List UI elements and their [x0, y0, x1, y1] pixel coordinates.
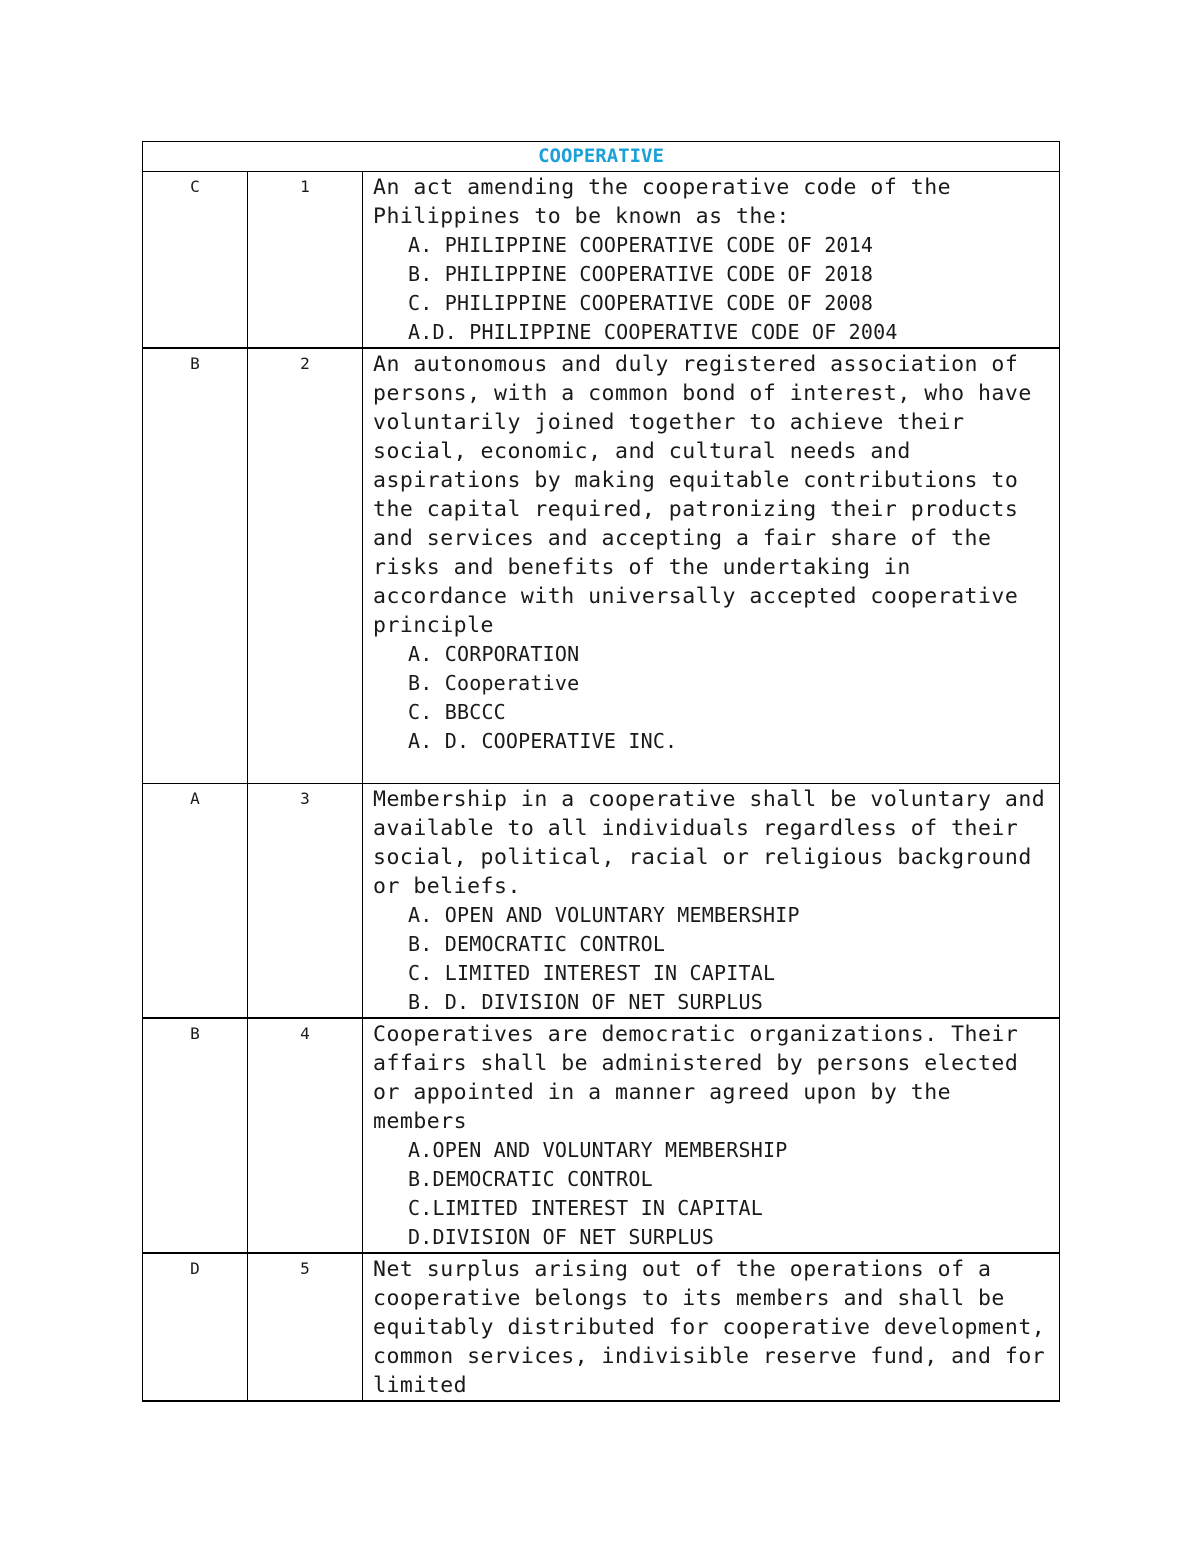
- question-number: 4: [248, 1018, 363, 1253]
- table-row: [143, 348, 1060, 784]
- answer-cell: B: [143, 348, 248, 784]
- answer-cell: D: [143, 1253, 248, 1401]
- option-item: C. BBCCC: [408, 700, 506, 724]
- option-item: B.DEMOCRATIC CONTROL: [408, 1167, 653, 1191]
- option-item: B. D. DIVISION OF NET SURPLUS: [408, 990, 763, 1014]
- question-cell: [363, 784, 1060, 1019]
- option-item: A.D. PHILIPPINE COOPERATIVE CODE OF 2004: [408, 320, 898, 344]
- options-list: [373, 231, 1051, 347]
- question-cell: [363, 348, 1060, 784]
- option-item: C. LIMITED INTEREST IN CAPITAL: [408, 961, 776, 985]
- question-cell: [363, 1018, 1060, 1253]
- option-item: B. PHILIPPINE COOPERATIVE CODE OF 2018: [408, 262, 874, 286]
- table-row: [143, 1018, 1060, 1253]
- question-number: 2: [248, 348, 363, 784]
- table-row: [143, 784, 1060, 1019]
- option-item: A. OPEN AND VOLUNTARY MEMBERSHIP: [408, 903, 800, 927]
- option-item: C.LIMITED INTEREST IN CAPITAL: [408, 1196, 763, 1220]
- options-list: [373, 1136, 1051, 1252]
- option-item: A. PHILIPPINE COOPERATIVE CODE OF 2014: [408, 233, 874, 257]
- option-item: A. D. COOPERATIVE INC.: [408, 729, 678, 753]
- option-item: B. Cooperative: [408, 671, 580, 695]
- option-item: A.OPEN AND VOLUNTARY MEMBERSHIP: [408, 1138, 788, 1162]
- option-item: B. DEMOCRATIC CONTROL: [408, 932, 666, 956]
- question-text: Membership in a cooperative shall be voluntary and available to all individuals regardless of their social, political, racial or religious background or beliefs.: [373, 787, 1046, 899]
- option-item: D.DIVISION OF NET SURPLUS: [408, 1225, 715, 1249]
- table-title: COOPERATIVE: [143, 142, 1060, 172]
- option-item: A. CORPORATION: [408, 642, 580, 666]
- document-page: [142, 141, 1059, 1402]
- table-title-row: [143, 142, 1060, 172]
- answer-cell: A: [143, 784, 248, 1019]
- question-text: Net surplus arising out of the operations of a cooperative belongs to its members and shall be equitably distributed for cooperative development, common services, indivisible reserve fund, and for limited: [373, 1257, 1046, 1398]
- question-cell: [363, 172, 1060, 349]
- table-row: [143, 172, 1060, 349]
- table-row: [143, 1253, 1060, 1401]
- question-number: 5: [248, 1253, 363, 1401]
- question-text: An act amending the cooperative code of the Philippines to be known as the:: [373, 175, 952, 229]
- question-cell: [363, 1253, 1060, 1401]
- question-text: Cooperatives are democratic organizations. Their affairs shall be administered by persons elected or appointed in a manner agreed upon by the members: [373, 1022, 1019, 1134]
- question-text: An autonomous and duly registered association of persons, with a common bond of interest, who have voluntarily joined together to achieve their social, economic, and cultural needs and aspirations by making equitable contributions to the capital required, patronizing their products and services and accepting a fair share of the risks and benefits of the undertaking in accordance with universally accepted cooperative principle: [373, 352, 1032, 638]
- question-number: 1: [248, 172, 363, 349]
- question-number: 3: [248, 784, 363, 1019]
- option-item: C. PHILIPPINE COOPERATIVE CODE OF 2008: [408, 291, 874, 315]
- answer-cell: C: [143, 172, 248, 349]
- options-list: [373, 640, 1051, 756]
- options-list: [373, 901, 1051, 1017]
- answer-cell: B: [143, 1018, 248, 1253]
- quiz-table: [142, 141, 1060, 1402]
